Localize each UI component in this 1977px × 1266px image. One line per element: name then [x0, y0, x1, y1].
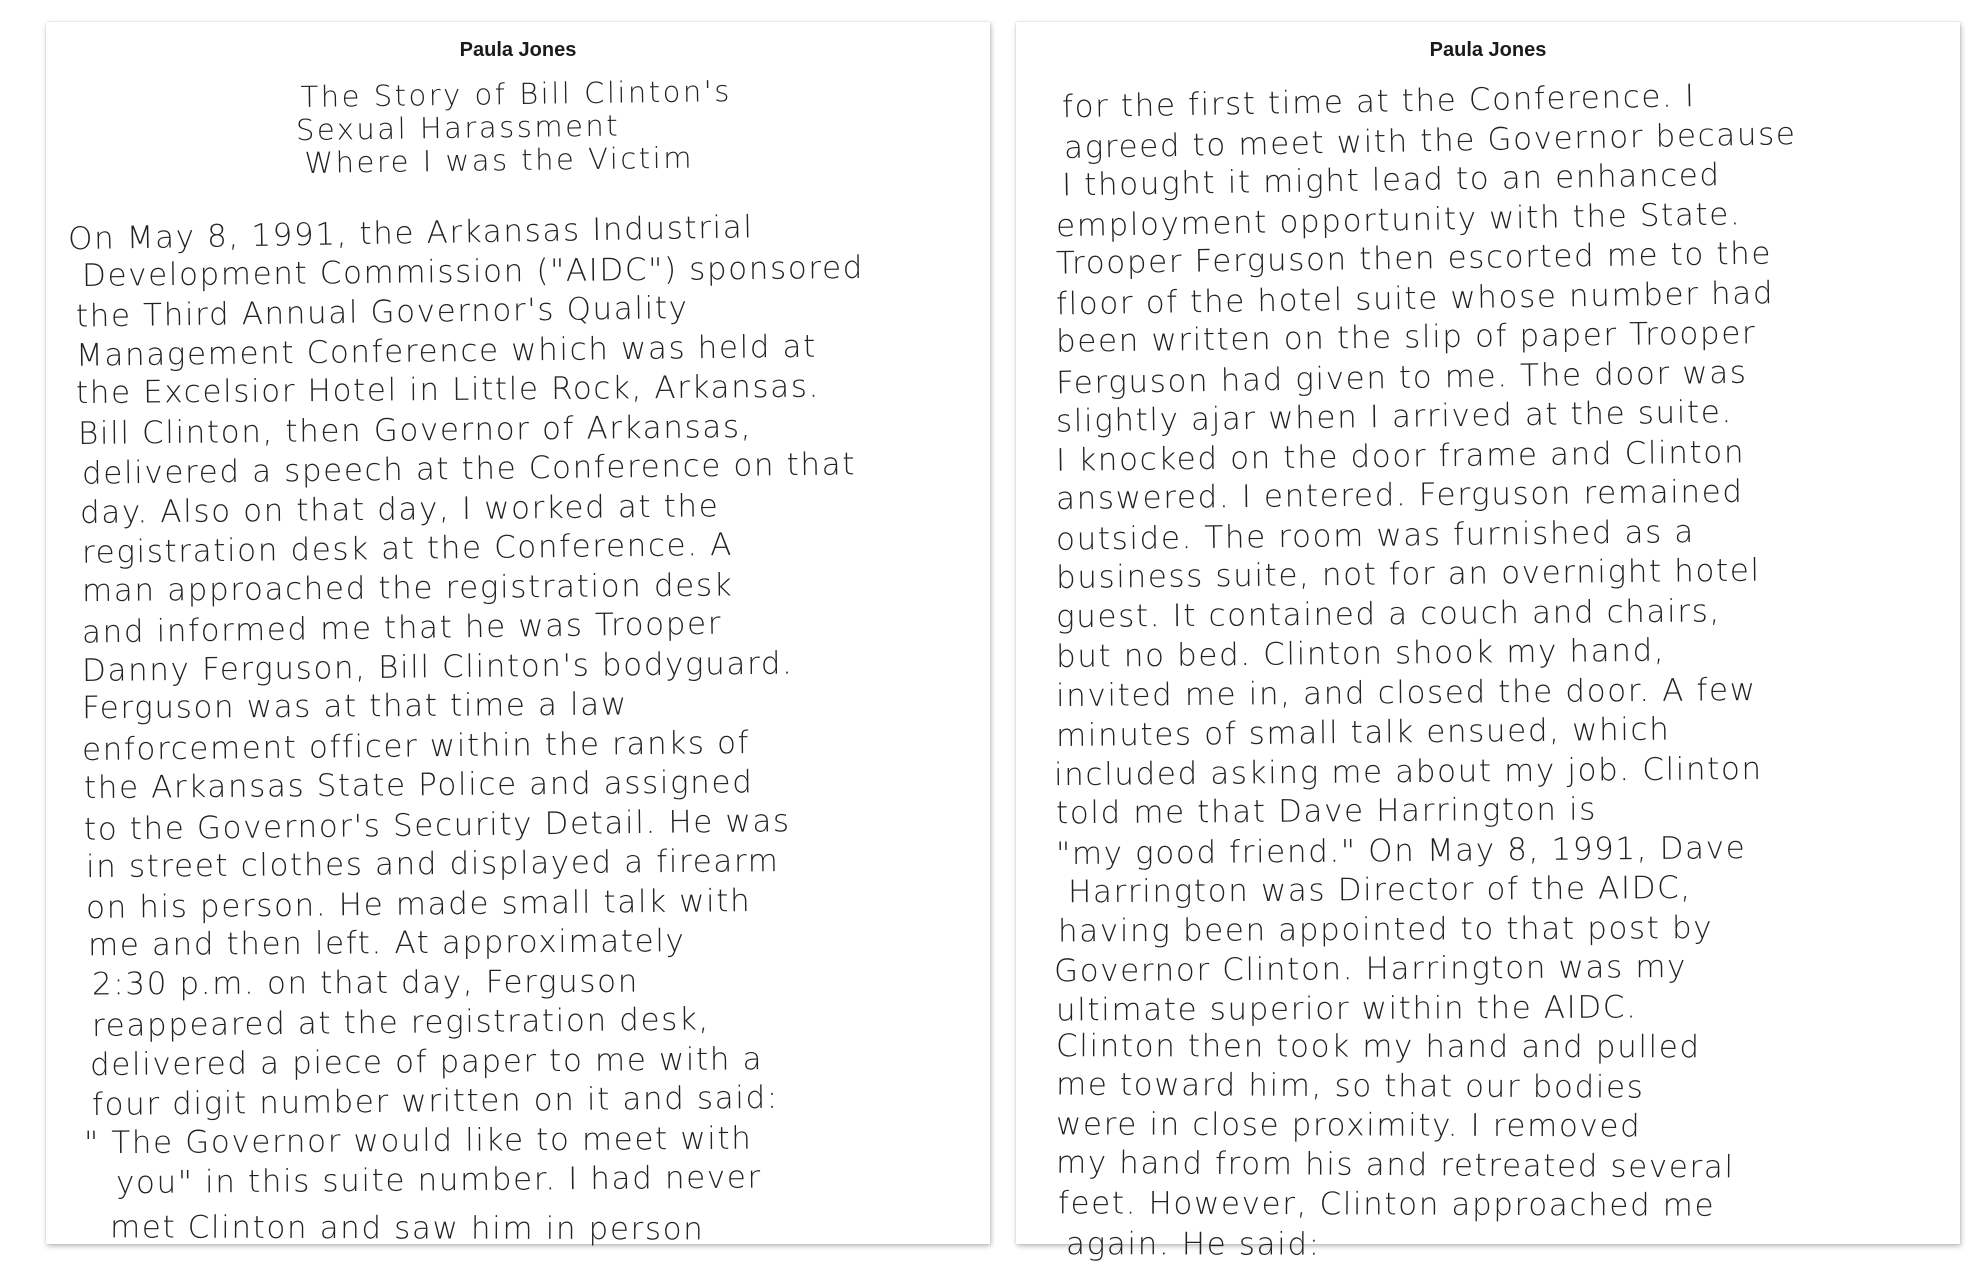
handwritten-line: told me that Dave Harrington is	[1055, 791, 1598, 832]
handwritten-line: having been appointed to that post by	[1057, 909, 1714, 949]
handwritten-line: On May 8, 1991, the Arkansas Industrial	[67, 209, 754, 258]
handwritten-line: Danny Ferguson, Bill Clinton's bodyguard.	[81, 644, 794, 689]
letter-body	[46, 209, 990, 1247]
page-header: Paula Jones	[1429, 39, 1547, 61]
handwritten-line: you" in this suite number. I had never	[115, 1159, 762, 1202]
handwritten-line: Harrington was Director of the AIDC,	[1067, 869, 1692, 911]
handwritten-line: four digit number written on it and said:	[91, 1079, 779, 1123]
handwritten-line: registration desk at the Conference. A	[81, 526, 734, 571]
handwritten-line: slightly ajar when I arrived at the suite.	[1055, 394, 1734, 440]
handwritten-line: man approached the registration desk	[81, 566, 734, 609]
handwritten-line: feet. However, Clinton approached me	[1057, 1185, 1716, 1224]
handwritten-line: employment opportunity with the State.	[1055, 195, 1742, 244]
handwritten-line: the Excelsior Hotel in Little Rock, Arkansas.	[75, 368, 821, 412]
title-line: The Story of Bill Clinton's	[300, 74, 733, 115]
handwritten-line: I thought it might lead to an enhanced	[1061, 157, 1721, 204]
title-line: Sexual Harassment	[295, 108, 621, 148]
letter-body	[1016, 80, 1960, 1265]
handwritten-line: Governor Clinton. Harrington was my	[1053, 948, 1688, 990]
handwritten-line: Ferguson was at that time a law	[81, 686, 628, 727]
handwritten-line: " The Governor would like to meet with	[83, 1120, 753, 1161]
handwritten-line: answered. I entered. Ferguson remained	[1055, 473, 1744, 517]
handwritten-line: "my good friend." On May 8, 1991, Dave	[1055, 829, 1747, 872]
handwritten-line: Clinton then took my hand and pulled	[1055, 1028, 1701, 1066]
handwritten-line: Ferguson had given to me. The door was	[1055, 354, 1748, 401]
handwritten-line: 2:30 p.m. on that day, Ferguson	[91, 963, 640, 1002]
handwritten-line: my hand from his and retreated several	[1055, 1144, 1735, 1185]
handwritten-page-1	[46, 22, 990, 1247]
handwritten-line: ultimate superior within the AIDC.	[1055, 988, 1638, 1028]
handwritten-line: again. He said:	[1065, 1225, 1321, 1263]
handwritten-line: been written on the slip of paper Trooper	[1055, 315, 1757, 360]
handwritten-line: the Arkansas State Police and assigned	[83, 764, 754, 807]
letter-title	[45, 71, 990, 183]
handwritten-line: minutes of small talk ensued, which	[1055, 711, 1671, 754]
handwritten-line: but no bed. Clinton shook my hand,	[1055, 632, 1666, 675]
handwritten-line: agreed to meet with the Governor because	[1063, 115, 1797, 166]
title-line: Where I was the Victim	[304, 140, 695, 180]
handwritten-line: me and then left. At approximately	[87, 923, 686, 964]
handwritten-line: met Clinton and saw him in person	[109, 1208, 705, 1247]
handwritten-line: me toward him, so that our bodies	[1055, 1066, 1645, 1106]
handwritten-line: to the Governor's Security Detail. He was	[83, 802, 791, 848]
page-header: Paula Jones	[459, 39, 577, 61]
handwritten-line: reappeared at the registration desk,	[91, 1001, 711, 1044]
handwritten-line: floor of the hotel suite whose number had	[1055, 274, 1775, 322]
handwritten-line: outside. The room was furnished as a	[1055, 513, 1696, 558]
handwritten-line: in street clothes and displayed a firearm	[85, 843, 780, 886]
handwritten-line: on his person. He made small talk with	[85, 882, 752, 926]
handwritten-line: for the first time at the Conference. I	[1061, 78, 1696, 126]
handwritten-line: Bill Clinton, then Governor of Arkansas,	[77, 408, 753, 452]
handwritten-line: included asking me about my job. Clinton	[1053, 750, 1763, 793]
handwritten-line: I knocked on the door frame and Clinton	[1055, 433, 1746, 479]
handwritten-line: day. Also on that day, I worked at the	[79, 487, 720, 531]
handwritten-line: Development Commission ("AIDC") sponsored	[81, 249, 865, 294]
handwritten-line: guest. It contained a couch and chairs,	[1055, 592, 1721, 635]
handwritten-line: invited me in, and closed the door. A few	[1055, 671, 1757, 714]
handwritten-line: the Third Annual Governor's Quality	[75, 290, 689, 335]
handwritten-line: delivered a piece of paper to me with a	[89, 1040, 764, 1083]
handwritten-line: Trooper Ferguson then escorted me to the	[1055, 235, 1773, 282]
handwritten-line: and informed me that he was Trooper	[81, 605, 723, 651]
handwritten-line: Management Conference which was held at	[75, 328, 818, 374]
handwritten-line: enforcement officer within the ranks of	[81, 724, 751, 768]
handwritten-page-2	[1016, 22, 1960, 1263]
handwritten-line: business suite, not for an overnight hotel	[1055, 552, 1761, 596]
handwritten-line: were in close proximity. I removed	[1055, 1106, 1642, 1145]
handwritten-line: delivered a speech at the Conference on that	[81, 446, 857, 492]
